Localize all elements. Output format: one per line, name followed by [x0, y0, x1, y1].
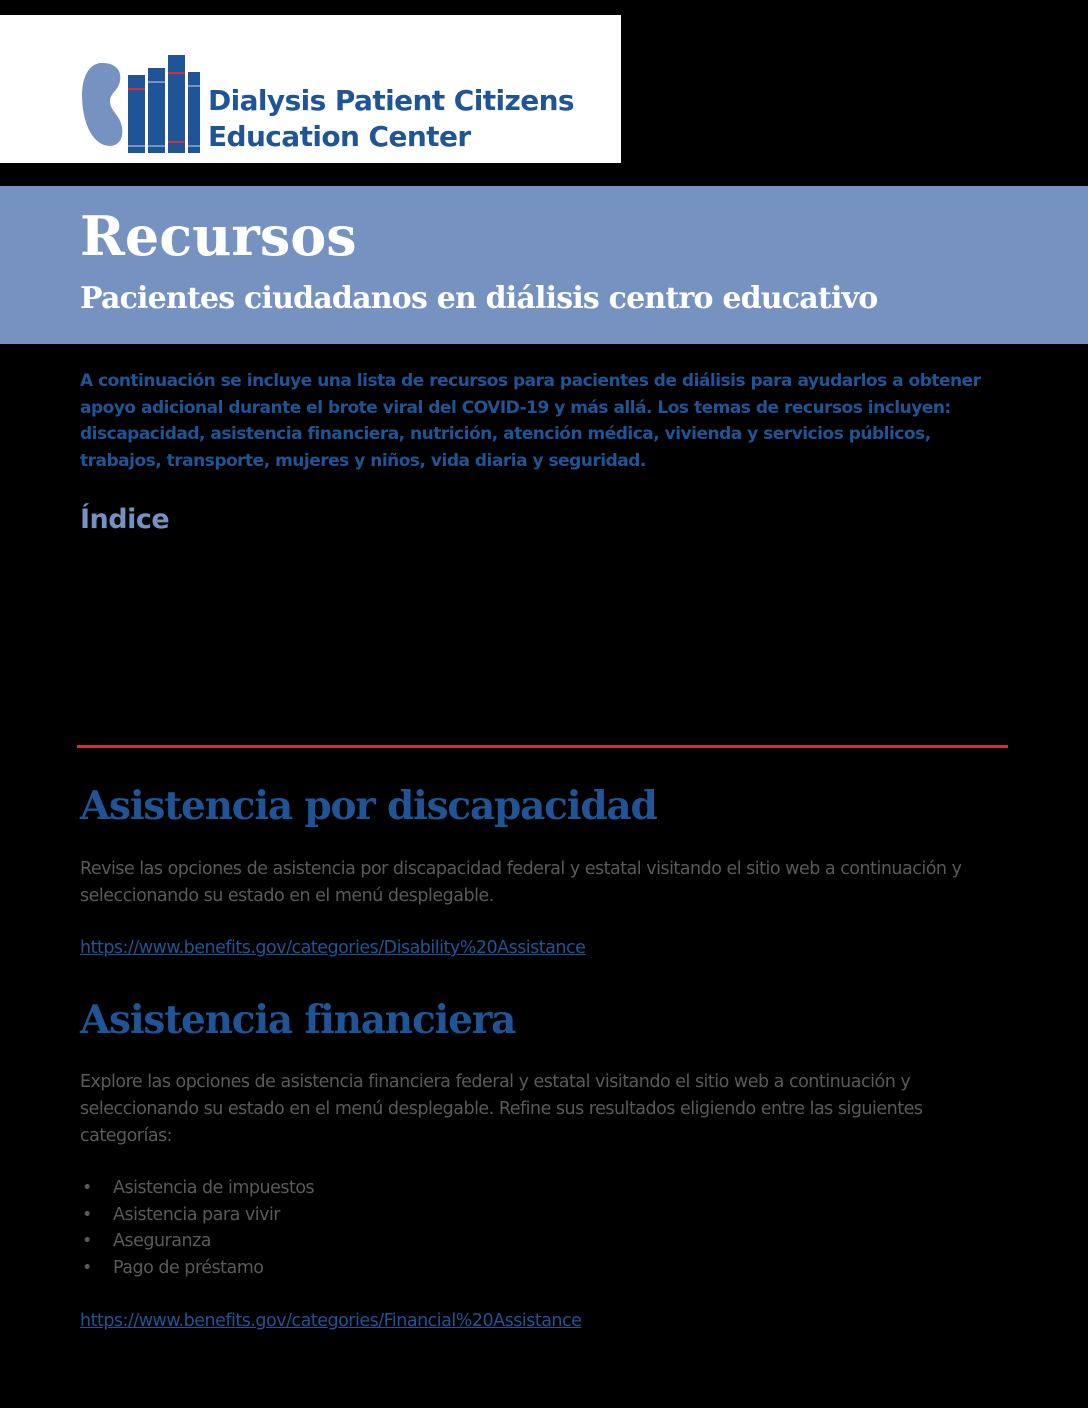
disability-link[interactable]: https://www.benefits.gov/categories/Disability%20Assistance [80, 938, 586, 958]
page-title: Recursos [80, 204, 357, 268]
section-title-disability: Asistencia por discapacidad [80, 783, 657, 829]
section-text-disability: Revise las opciones de asistencia por discapacidad federal y estatal visitando el sitio web a continuación y seleccionando su estado en el menú desplegable. [80, 859, 962, 906]
title-banner [0, 186, 1088, 344]
section-divider [77, 745, 1008, 748]
logo-wordmark [208, 83, 574, 155]
logo-area [0, 15, 621, 163]
logo-line-2: Education Center [208, 120, 471, 153]
dpc-logo-icon [80, 55, 200, 153]
logo-line-1: Dialysis Patient Citizens [208, 84, 574, 117]
book-icon [168, 55, 185, 153]
list-item: • Asistencia para vivir [82, 1204, 281, 1225]
list-item: • Asistencia de impuestos [82, 1178, 315, 1198]
list-item: • Aseguranza [82, 1231, 211, 1251]
list-item: • Pago de préstamo [82, 1257, 264, 1278]
book-icon [188, 72, 200, 153]
page-subtitle: Pacientes ciudadanos en diálisis centro educativo [80, 281, 878, 316]
section-text-financial: Explore las opciones de asistencia financiera federal y estatal visitando el sitio web a continuación y seleccionando su estado en el menú desplegable. Refine sus resultados eligiendo entre las siguientes categorías: [80, 1072, 923, 1146]
index-heading: Índice [80, 504, 170, 535]
book-icon [148, 68, 165, 153]
financial-link[interactable]: https://www.benefits.gov/categories/Financial%20Assistance [80, 1311, 582, 1331]
intro-paragraph: A continuación se incluye una lista de recursos para pacientes de diálisis para ayudarlos a obtener apoyo adicional durante el brote viral del COVID-19 y más allá. Los temas de recursos incluyen: discapacidad, asistencia financiera, nutrición, atención médica, vivienda y servicios públicos, trabajos, transporte, mujeres y niños, vida diaria y seguridad. [80, 371, 981, 471]
book-icon [128, 75, 145, 153]
kidney-icon [82, 63, 122, 146]
section-title-financial: Asistencia financiera [80, 997, 516, 1043]
financial-categories-list [80, 1175, 314, 1281]
